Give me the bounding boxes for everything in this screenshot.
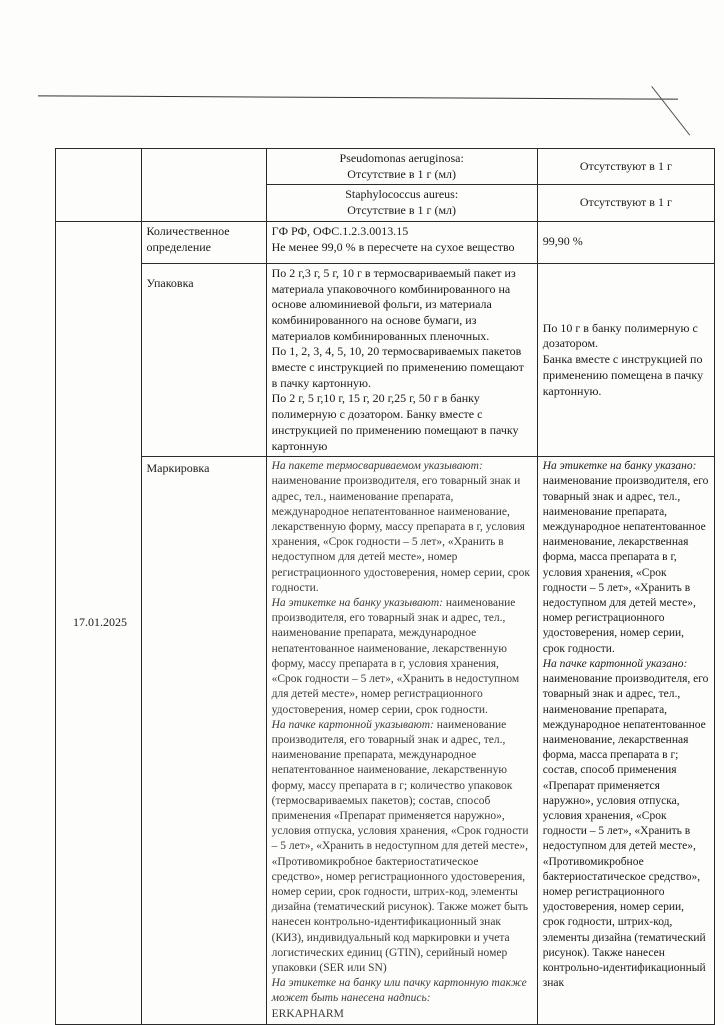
result-pseudomonas: Отсутствуют в 1 г: [537, 149, 714, 185]
assay-requirement: ГФ РФ, ОФС.1.2.3.0013.15 Не менее 99,0 % в пересчете на сухое вещество: [266, 221, 537, 263]
marking-requirement: [266, 457, 537, 1025]
req-text-box: наименование производителя, его товарный знак и адрес, тел., наименование препарата, международное непатентованное наименование, лекарственную форму, массу препарата в г; количество упаковок (термосвариваемых пакетов); состав, способ применения «Препарат применяется наружно», условия отпуска, условия хранения, «Срок годности – 5 лет», «Хранить в недоступном для детей месте», «Противомикробное бактериостатическое средство», номер регистрационного удостоверения, номер серии, срок годности, штрих-код, элементы дизайна (тематический рисунок). Также может быть нанесен контрольно-идентификационный знак (КИЗ), индивидуальный код маркировки и учета логистических единиц (GTIN), серийный номер упаковки (SER или SN): [271, 718, 529, 974]
req-heading-box: На пачке картонной указывают:: [271, 718, 434, 731]
assay-result: 99,90 %: [537, 221, 714, 263]
date-cell: [56, 221, 142, 1024]
page-fold-line: [651, 86, 690, 135]
marking-result: [537, 457, 714, 1025]
top-rule: [38, 95, 678, 99]
packaging-requirement: По 2 г,3 г, 5 г, 10 г в термосвариваемый пакет из материала упаковочного комбинированного на основе алюминиевой фольги, из материала комбинированного на основе бумаги, из материалов комбинированных пленочных. По 1, 2, 3, 4, 5, 10, 20 термосвариваемых пакетов вместе с инструкцией по применению помещают в пачку картонную. По 2 г, 5 г,10 г, 15 г, 20 г,25 г, 50 г в банку полимерную с дозатором. Банку вместе с инструкцией по применению помещают в пачку картонную: [266, 263, 537, 456]
req-text-extra: ERKAPHARM: [271, 1007, 344, 1020]
res-heading-jar: На этикетке на банку указано:: [542, 460, 697, 473]
micro-row-pseudomonas: [56, 149, 715, 185]
req-pseudomonas: Pseudomonas aeruginosa: Отсутствие в 1 г (мл): [266, 149, 537, 185]
req-heading-jar: На этикетке на банку указывают:: [271, 597, 444, 610]
date-label: 17.01.2025: [73, 614, 127, 629]
req-text-sachet: наименование производителя, его товарный знак и адрес, тел., наименование препарата, международное непатентованное наименование, лекарственную форму, массу препарата в г, условия хранения, «Срок годности – 5 лет», «Хранить в недоступном для детей месте», номер регистрационного удостоверения, номер серии, срок годности.: [271, 475, 530, 594]
req-heading-sachet: На пакете термосвариваемом указывают:: [271, 460, 483, 473]
assay-name: Количественное определение: [141, 221, 266, 263]
specification-table: [55, 148, 715, 1025]
packaging-name: Упаковка: [141, 263, 266, 456]
packaging-row: [56, 263, 715, 456]
res-heading-box: На пачке картонной указано:: [542, 657, 688, 670]
packaging-result: По 10 г в банку полимерную с дозатором. Банка вместе с инструкцией по применению помещена в пачку картонную.: [537, 263, 714, 456]
req-heading-extra: На этикетке на банку или пачку картонную также может быть нанесена надпись:: [271, 977, 527, 1005]
date-cell-top: [56, 149, 142, 222]
marking-name: Маркировка: [141, 457, 266, 1025]
req-staphylococcus: Staphylococcus aureus: Отсутствие в 1 г (мл): [266, 185, 537, 221]
name-cell-micro: [141, 149, 266, 222]
req-text-jar: наименование производителя, его товарный знак и адрес, тел., наименование препарата, международное непатентованное наименование, лекарственную форму, массу препарата в г, условия хранения, «Срок годности – 5 лет», «Хранить в недоступном для детей месте», номер регистрационного удостоверения, номер серии, срок годности.: [271, 597, 520, 716]
res-text-jar: наименование производителя, его товарный знак и адрес, тел., наименование препарата, международное непатентованное наименование, лекарственная форма, масса препарата в г, условия хранения, «Срок годности – 5 лет», «Хранить в недоступном для детей месте», номер регистрационного удостоверения, номер серии, срок годности.: [542, 475, 709, 655]
result-staphylococcus: Отсутствуют в 1 г: [537, 185, 714, 221]
res-text-box: наименование производителя, его товарный знак и адрес, тел., наименование препарата, международное непатентованное наименование, лекарственная форма, масса препарата в г; состав, способ применения «Препарат применяется наружно», условия отпуска, условия хранения, «Срок годности – 5 лет», «Хранить в недоступном для детей месте», «Противомикробное бактериостатическое средство», номер регистрационного удостоверения, номер серии, срок годности, штрих-код, элементы дизайна (тематический рисунок). Также нанесен контрольно-идентификационный знак: [542, 673, 709, 990]
marking-row: [56, 457, 715, 1025]
assay-row: [56, 221, 715, 263]
